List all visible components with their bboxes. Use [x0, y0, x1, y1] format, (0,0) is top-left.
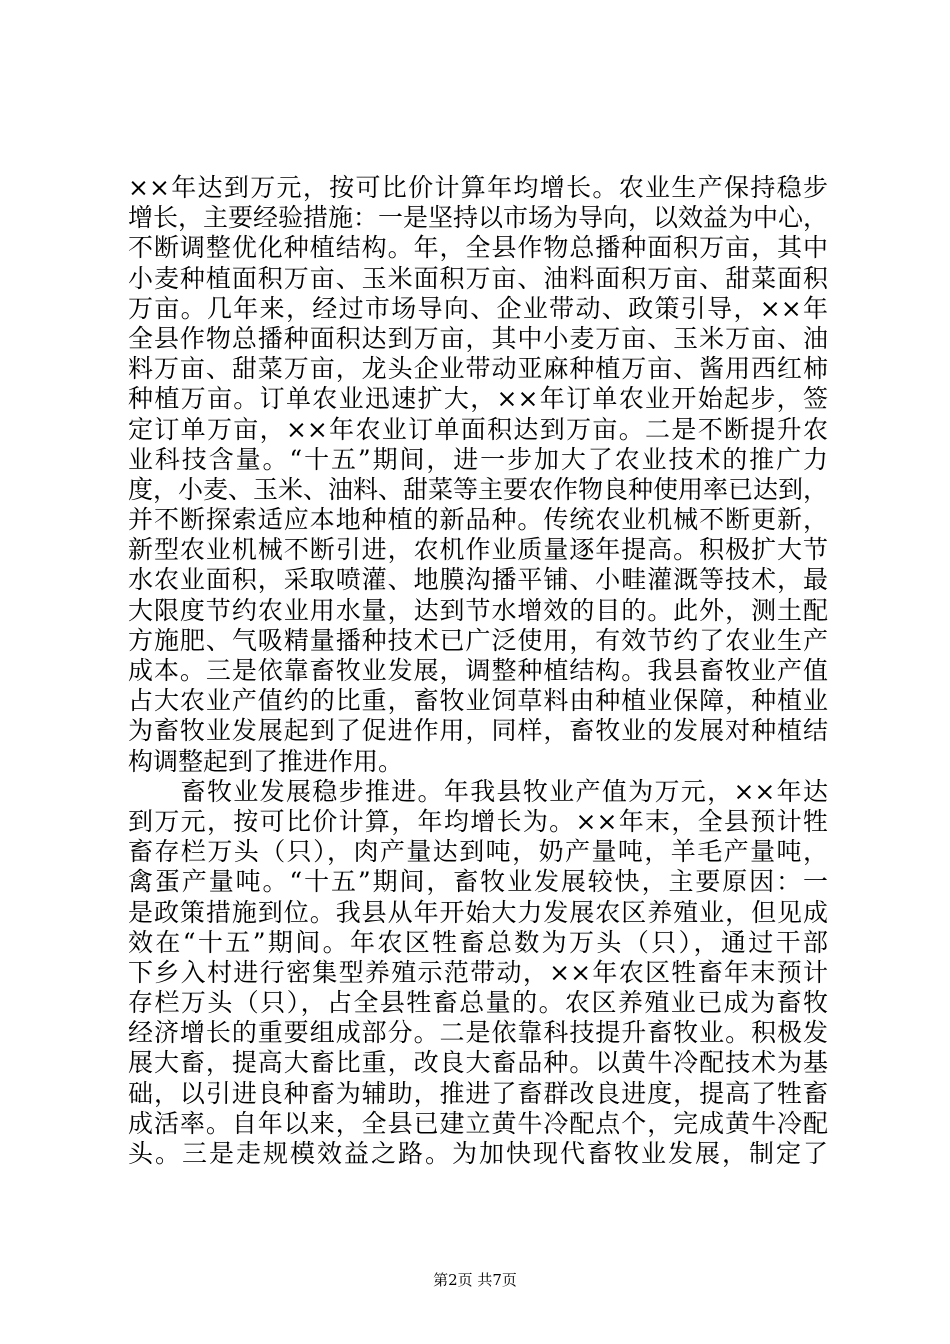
text-line: 存栏万头（只），占全县牲畜总量的。农区养殖业已成为畜牧 — [128, 988, 828, 1018]
text-line: 不断调整优化种植结构。年，全县作物总播种面积万亩，其中 — [128, 233, 828, 263]
text-line: 定订单万亩，××年农业订单面积达到万亩。二是不断提升农 — [128, 414, 828, 444]
text-line: 是政策措施到位。我县从年开始大力发展农区养殖业，但见成 — [128, 897, 828, 927]
page-footer — [0, 1270, 950, 1290]
text-line: ××年达到万元，按可比价计算年均增长。农业生产保持稳步 — [128, 173, 828, 202]
text-line: 方施肥、气吸精量播种技术已广泛使用，有效节约了农业生产 — [128, 625, 828, 655]
text-line: 到万元，按可比价计算，年均增长为。××年末，全县预计牲 — [128, 806, 828, 836]
text-line: 展大畜，提高大畜比重，改良大畜品种。以黄牛冷配技术为基 — [128, 1048, 828, 1078]
text-line: 占大农业产值约的比重，畜牧业饲草料由种植业保障，种植业 — [128, 686, 828, 716]
text-line: 成活率。自年以来，全县已建立黄牛冷配点个，完成黄牛冷配 — [128, 1108, 828, 1138]
text-line: 下乡入村进行密集型养殖示范带动，××年农区牲畜年末预计 — [128, 957, 828, 987]
body-text — [128, 173, 828, 1169]
text-line: 并不断探索适应本地种植的新品种。传统农业机械不断更新， — [128, 505, 828, 535]
text-line: 为畜牧业发展起到了促进作用，同样，畜牧业的发展对种植结 — [128, 716, 828, 746]
text-line: 畜牧业发展稳步推进。年我县牧业产值为万元，××年达 — [128, 776, 828, 806]
text-line: 万亩。几年来，经过市场导向、企业带动、政策引导，××年 — [128, 293, 828, 323]
text-line: 增长，主要经验措施：一是坚持以市场为导向，以效益为中心， — [128, 203, 829, 233]
text-line: 成本。三是依靠畜牧业发展，调整种植结构。我县畜牧业产值 — [128, 656, 828, 685]
text-line: 全县作物总播种面积达到万亩，其中小麦万亩、玉米万亩、油 — [128, 323, 828, 353]
text-line: 新型农业机械不断引进，农机作业质量逐年提高。积极扩大节 — [128, 535, 828, 565]
text-line: 大限度节约农业用水量，达到节水增效的目的。此外，测土配 — [128, 595, 828, 625]
text-line: 经济增长的重要组成部分。二是依靠科技提升畜牧业。积极发 — [128, 1018, 828, 1048]
text-line: 禽蛋产量吨。“十五”期间，畜牧业发展较快，主要原因：一 — [128, 867, 828, 897]
text-line: 种植万亩。订单农业迅速扩大，××年订单农业开始起步，签 — [128, 384, 828, 414]
text-line: 头。三是走规模效益之路。为加快现代畜牧业发展，制定了 — [128, 1139, 828, 1168]
text-line: 业科技含量。“十五”期间，进一步加大了农业技术的推广力 — [128, 444, 828, 474]
text-line: 效在“十五”期间。年农区牲畜总数为万头（只），通过干部 — [128, 927, 828, 957]
text-line: 小麦种植面积万亩、玉米面积万亩、油料面积万亩、甜菜面积 — [128, 263, 828, 293]
text-line: 水农业面积，采取喷灌、地膜沟播平铺、小畦灌溉等技术，最 — [128, 565, 828, 595]
text-line: 度，小麦、玉米、油料、甜菜等主要农作物良种使用率已达到， — [128, 474, 829, 504]
page-number: 第2页 共7页 — [433, 1271, 517, 1289]
text-line: 构调整起到了推进作用。 — [128, 746, 404, 776]
text-line: 畜存栏万头（只），肉产量达到吨，奶产量吨，羊毛产量吨， — [128, 837, 828, 867]
text-line: 础，以引进良种畜为辅助，推进了畜群改良进度，提高了牲畜 — [128, 1078, 828, 1108]
text-line: 料万亩、甜菜万亩，龙头企业带动亚麻种植万亩、酱用西红柿 — [128, 354, 828, 384]
